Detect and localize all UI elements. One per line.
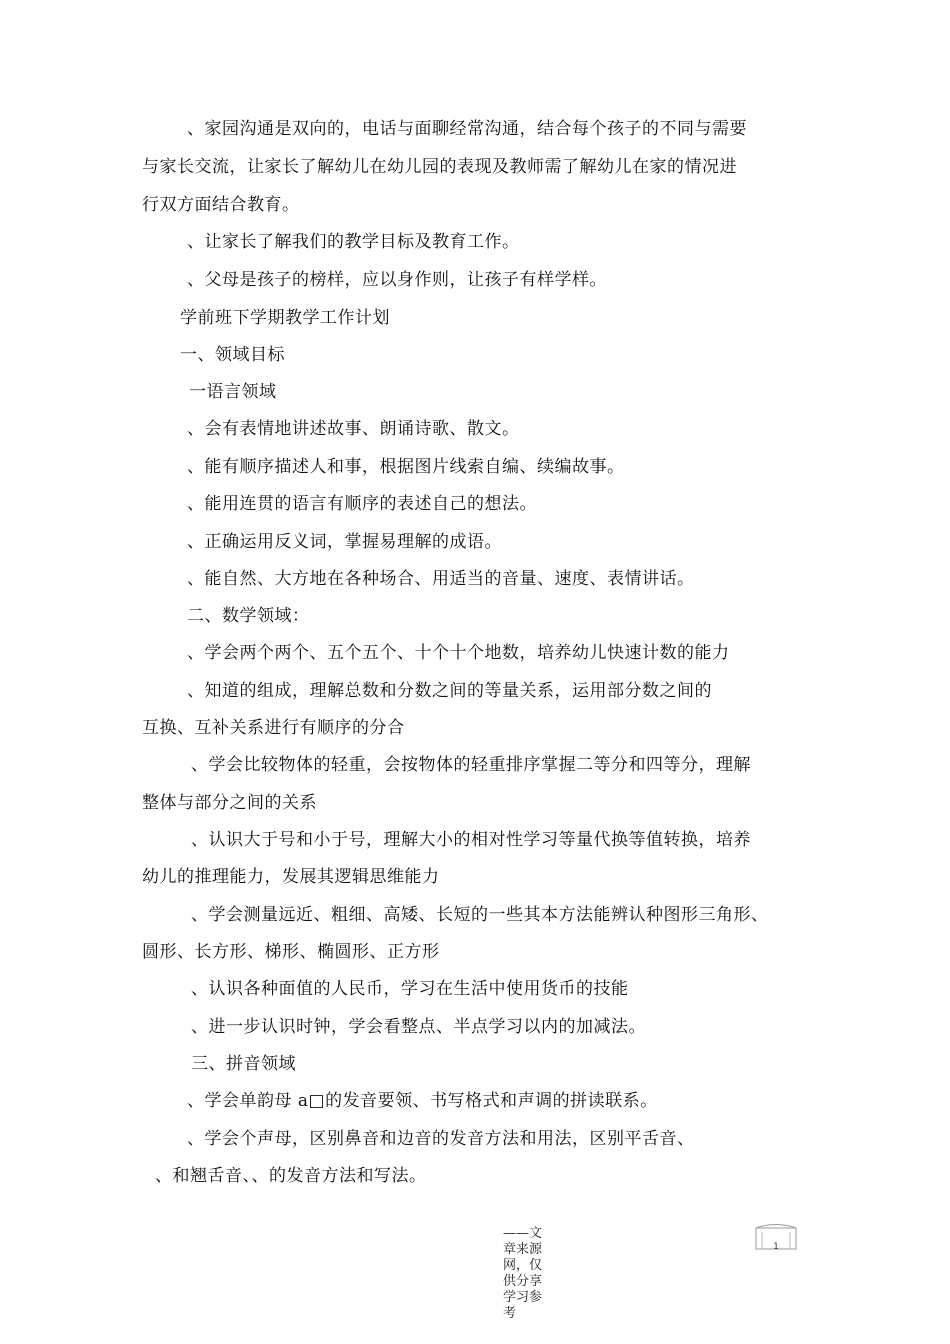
list-item: 、学会个声母，区别鼻音和边音的发音方法和用法，区别平舌音、 [187,1129,695,1149]
list-item: 、知道的组成，理解总数和分数之间的等量关系，运用部分数之间的 [187,681,712,701]
list-item: 、学会比较物体的轻重，会按物体的轻重排序掌握二等分和四等分，理解 [191,755,751,775]
subsection-heading: 一语言领域 [189,382,277,402]
footer-note: ——文章来源网，仅供分享学习参考 [503,1226,543,1321]
list-item-continuation: 圆形、长方形、梯形、椭圆形、正方形 [142,942,440,962]
list-item-continuation: 幼儿的推理能力，发展其逻辑思维能力 [142,867,440,887]
paragraph-line: 行双方面结合教育。 [142,195,300,215]
list-item: 、能有顺序描述人和事，根据图片线索自编、续编故事。 [187,457,625,477]
paragraph-line: 、父母是孩子的榜样，应以身作则，让孩子有样学样。 [187,270,607,290]
subsection-heading: 二、数学领域： [187,606,310,626]
list-item: 、能自然、大方地在各种场合、用适当的音量、速度、表情讲话。 [187,569,695,589]
list-item: 、学会两个两个、五个五个、十个十个地数，培养幼儿快速计数的能力 [187,643,730,663]
paragraph-line: 、家园沟通是双向的，电话与面聊经常沟通，结合每个孩子的不同与需要 [187,119,747,139]
list-item: 、进一步认识时钟，学会看整点、半点学习以内的加减法。 [191,1017,646,1037]
page-number: 1 [773,1242,779,1250]
list-item: 、会有表情地讲述故事、朗诵诗歌、散文。 [187,419,520,439]
list-item: 、正确运用反义词，掌握易理解的成语。 [187,532,502,552]
list-item: 、认识大于号和小于号，理解大小的相对性学习等量代换等值转换，培养 [191,830,751,850]
section-heading: 学前班下学期教学工作计划 [180,308,390,328]
list-item: 、能用连贯的语言有顺序的表述自己的想法。 [187,494,537,514]
list-item-continuation: 、和翘舌音、、的发音方法和写法。 [155,1166,427,1186]
section-heading: 一、领域目标 [180,345,285,365]
list-item: 、认识各种面值的人民币，学习在生活中使用货币的技能 [191,979,629,999]
page-corner-icon [754,1222,798,1250]
paragraph-line: 、让家长了解我们的教学目标及教育工作。 [187,232,520,252]
list-item-continuation: 整体与部分之间的关系 [142,793,317,813]
list-item-continuation: 互换、互补关系进行有顺序的分合 [142,718,405,738]
list-item: 、学会测量远近、粗细、高矮、长短的一些其本方法能辨认种图形三角形、 [191,905,769,925]
list-item: 、学会单韵母 a□的发音要领、书写格式和声调的拼读联系。 [187,1091,658,1111]
paragraph-line: 与家长交流，让家长了解幼儿在幼儿园的表现及教师需了解幼儿在家的情况进 [142,157,737,177]
subsection-heading: 三、拼音领域 [191,1054,296,1074]
